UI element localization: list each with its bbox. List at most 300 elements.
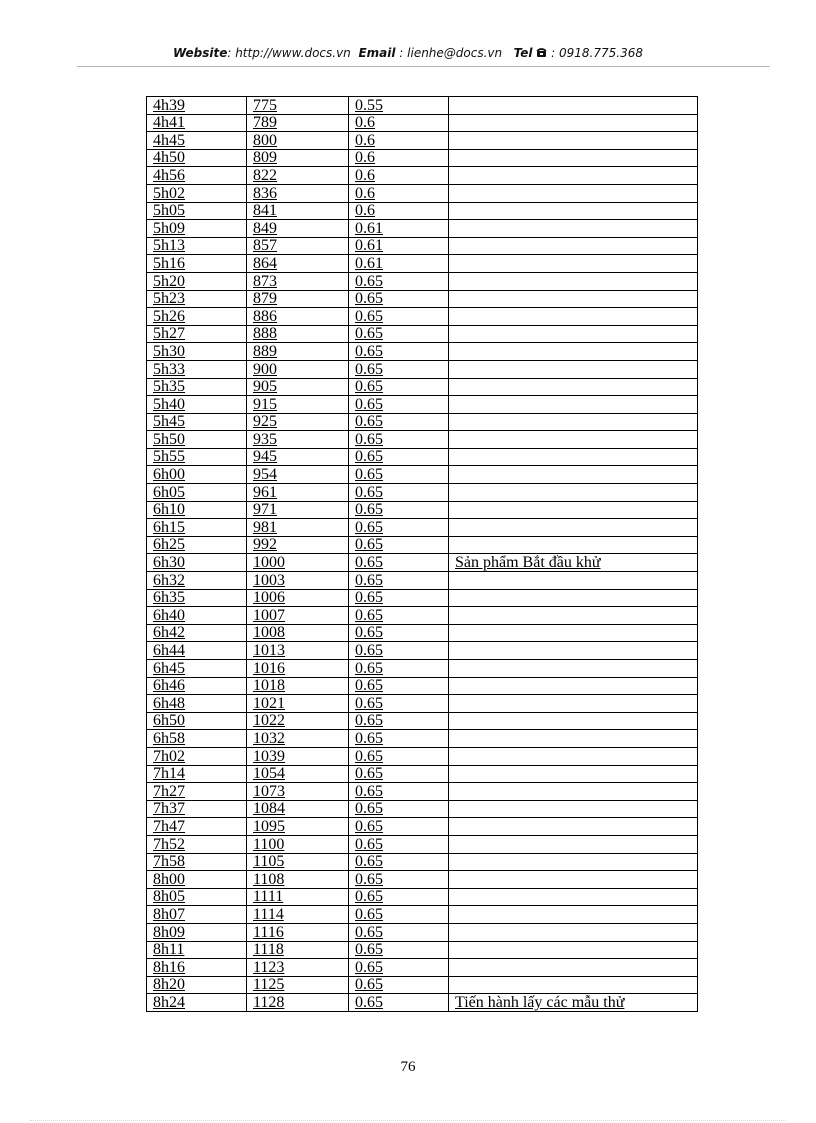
ratio-cell xyxy=(349,97,449,115)
ratio-cell-text: 0.65 xyxy=(355,272,383,290)
value-cell xyxy=(247,308,349,326)
time-cell xyxy=(147,343,247,361)
ratio-cell xyxy=(349,501,449,519)
ratio-cell xyxy=(349,325,449,343)
note-cell xyxy=(449,466,698,484)
time-cell-text: 7h47 xyxy=(153,817,185,835)
value-cell xyxy=(247,572,349,590)
time-cell xyxy=(147,519,247,537)
note-cell xyxy=(449,765,698,783)
note-cell xyxy=(449,519,698,537)
ratio-cell xyxy=(349,536,449,554)
note-cell xyxy=(449,871,698,889)
ratio-cell xyxy=(349,730,449,748)
website-label: Website xyxy=(173,46,228,60)
note-cell xyxy=(449,572,698,590)
ratio-cell-text: 0.65 xyxy=(355,360,383,378)
time-cell-text: 6h05 xyxy=(153,483,185,501)
value-cell-text: 935 xyxy=(253,430,277,448)
value-cell-text: 905 xyxy=(253,378,277,396)
time-cell-text: 5h50 xyxy=(153,430,185,448)
time-cell xyxy=(147,97,247,115)
value-cell xyxy=(247,818,349,836)
ratio-cell xyxy=(349,519,449,537)
ratio-cell-text: 0.65 xyxy=(355,554,383,572)
ratio-cell xyxy=(349,677,449,695)
ratio-cell-text: 0.65 xyxy=(355,448,383,466)
ratio-cell xyxy=(349,959,449,977)
ratio-cell xyxy=(349,484,449,502)
note-cell xyxy=(449,554,698,572)
ratio-cell-text: 0.65 xyxy=(355,870,383,888)
note-cell xyxy=(449,835,698,853)
ratio-cell-text: 0.65 xyxy=(355,290,383,308)
ratio-cell-text: 0.65 xyxy=(355,642,383,659)
table-row xyxy=(147,184,698,202)
ratio-cell xyxy=(349,660,449,678)
table-row xyxy=(147,677,698,695)
ratio-cell xyxy=(349,466,449,484)
value-cell-text: 1111 xyxy=(253,888,284,906)
note-cell xyxy=(449,290,698,308)
note-cell-text: Sản phẩm Bắt đầu khử xyxy=(455,554,601,572)
table-row xyxy=(147,712,698,730)
time-cell xyxy=(147,818,247,836)
time-cell-text: 6h30 xyxy=(153,554,185,572)
ratio-cell-text: 0.65 xyxy=(355,466,383,484)
value-cell-text: 836 xyxy=(253,184,277,202)
time-cell-text: 6h58 xyxy=(153,729,185,747)
value-cell xyxy=(247,132,349,150)
table-row xyxy=(147,835,698,853)
time-cell xyxy=(147,835,247,853)
note-cell xyxy=(449,431,698,449)
value-cell xyxy=(247,712,349,730)
value-cell xyxy=(247,906,349,924)
time-cell xyxy=(147,994,247,1012)
value-cell xyxy=(247,501,349,519)
value-cell-text: 1022 xyxy=(253,712,285,730)
value-cell xyxy=(247,97,349,115)
value-cell-text: 873 xyxy=(253,272,277,290)
note-cell xyxy=(449,237,698,255)
time-cell-text: 6h35 xyxy=(153,589,185,607)
time-cell xyxy=(147,132,247,150)
value-cell-text: 1118 xyxy=(253,941,284,959)
value-cell xyxy=(247,765,349,783)
value-cell-text: 775 xyxy=(253,96,277,114)
time-cell-text: 6h10 xyxy=(153,501,185,519)
ratio-cell xyxy=(349,448,449,466)
ratio-cell xyxy=(349,642,449,660)
note-cell xyxy=(449,800,698,818)
value-cell xyxy=(247,167,349,185)
table-row xyxy=(147,167,698,185)
time-cell xyxy=(147,765,247,783)
ratio-cell xyxy=(349,396,449,414)
value-cell-text: 915 xyxy=(253,395,277,413)
note-cell xyxy=(449,202,698,220)
value-cell-text: 1128 xyxy=(253,993,285,1011)
ratio-cell xyxy=(349,308,449,326)
value-cell-text: 1114 xyxy=(253,905,284,923)
ratio-cell-text: 0.6 xyxy=(355,114,375,132)
ratio-cell-text: 0.65 xyxy=(355,923,383,941)
ratio-cell xyxy=(349,413,449,431)
time-cell xyxy=(147,941,247,959)
table-row xyxy=(147,941,698,959)
note-cell xyxy=(449,255,698,273)
table-row xyxy=(147,396,698,414)
time-cell xyxy=(147,220,247,238)
ratio-cell xyxy=(349,800,449,818)
value-cell xyxy=(247,519,349,537)
website-value: : http://www.docs.vn xyxy=(227,46,351,60)
value-cell xyxy=(247,448,349,466)
time-cell xyxy=(147,484,247,502)
value-cell-text: 945 xyxy=(253,448,277,466)
value-cell-text: 1054 xyxy=(253,765,285,783)
value-cell xyxy=(247,642,349,660)
time-cell-text: 6h00 xyxy=(153,466,185,484)
time-cell-text: 5h30 xyxy=(153,342,185,360)
value-cell xyxy=(247,536,349,554)
ratio-cell xyxy=(349,132,449,150)
time-cell xyxy=(147,677,247,695)
ratio-cell xyxy=(349,941,449,959)
time-cell xyxy=(147,976,247,994)
table-row xyxy=(147,906,698,924)
ratio-cell-text: 0.65 xyxy=(355,976,383,994)
ratio-cell xyxy=(349,994,449,1012)
ratio-cell-text: 0.65 xyxy=(355,888,383,906)
note-cell xyxy=(449,378,698,396)
value-cell xyxy=(247,589,349,607)
value-cell xyxy=(247,484,349,502)
footer-divider xyxy=(30,1120,786,1121)
time-cell-text: 6h50 xyxy=(153,712,185,730)
note-cell xyxy=(449,730,698,748)
value-cell xyxy=(247,783,349,801)
time-cell-text: 8h09 xyxy=(153,923,185,941)
ratio-cell-text: 0.65 xyxy=(355,765,383,783)
value-cell-text: 1016 xyxy=(253,659,285,677)
ratio-cell xyxy=(349,712,449,730)
table-row xyxy=(147,97,698,115)
note-cell xyxy=(449,97,698,115)
value-cell-text: 1000 xyxy=(253,554,285,572)
time-cell xyxy=(147,396,247,414)
note-cell xyxy=(449,853,698,871)
value-cell-text: 849 xyxy=(253,219,277,237)
email-value: : lienhe@docs.vn xyxy=(399,46,503,60)
value-cell-text: 992 xyxy=(253,536,277,554)
value-cell-text: 1095 xyxy=(253,817,285,835)
table-row xyxy=(147,642,698,660)
time-cell-text: 6h42 xyxy=(153,624,185,642)
tel-label: Tel xyxy=(513,46,533,60)
note-cell xyxy=(449,818,698,836)
value-cell-text: 1032 xyxy=(253,729,285,747)
ratio-cell xyxy=(349,343,449,361)
note-cell xyxy=(449,642,698,660)
time-cell xyxy=(147,642,247,660)
email-label: Email xyxy=(358,46,396,60)
ratio-cell-text: 0.65 xyxy=(355,571,383,589)
ratio-cell xyxy=(349,607,449,625)
value-cell-text: 857 xyxy=(253,237,277,255)
ratio-cell xyxy=(349,818,449,836)
table-row xyxy=(147,202,698,220)
value-cell-text: 971 xyxy=(253,501,277,519)
note-cell xyxy=(449,484,698,502)
value-cell-text: 1003 xyxy=(253,571,285,589)
time-cell-text: 5h33 xyxy=(153,360,185,378)
time-cell xyxy=(147,871,247,889)
time-cell-text: 7h02 xyxy=(153,747,185,765)
value-cell xyxy=(247,272,349,290)
time-cell xyxy=(147,325,247,343)
time-cell-text: 4h56 xyxy=(153,166,185,184)
time-cell-text: 7h58 xyxy=(153,853,185,871)
time-cell xyxy=(147,237,247,255)
time-cell xyxy=(147,536,247,554)
time-cell-text: 8h07 xyxy=(153,905,185,923)
value-cell xyxy=(247,994,349,1012)
time-cell xyxy=(147,607,247,625)
time-cell xyxy=(147,783,247,801)
value-cell-text: 961 xyxy=(253,483,277,501)
value-cell xyxy=(247,360,349,378)
value-cell-text: 789 xyxy=(253,114,277,132)
time-cell xyxy=(147,202,247,220)
ratio-cell-text: 0.65 xyxy=(355,307,383,325)
ratio-cell xyxy=(349,695,449,713)
value-cell xyxy=(247,325,349,343)
time-cell-text: 5h27 xyxy=(153,325,185,343)
ratio-cell-text: 0.65 xyxy=(355,395,383,413)
ratio-cell xyxy=(349,114,449,132)
note-cell xyxy=(449,184,698,202)
table-row xyxy=(147,448,698,466)
table-row xyxy=(147,695,698,713)
table-row xyxy=(147,431,698,449)
ratio-cell xyxy=(349,835,449,853)
time-cell xyxy=(147,747,247,765)
note-cell xyxy=(449,624,698,642)
page-header xyxy=(0,46,816,60)
ratio-cell-text: 0.65 xyxy=(355,747,383,765)
note-cell xyxy=(449,660,698,678)
ratio-cell xyxy=(349,554,449,572)
time-cell-text: 5h16 xyxy=(153,254,185,272)
time-cell xyxy=(147,360,247,378)
ratio-cell-text: 0.65 xyxy=(355,413,383,431)
value-cell xyxy=(247,554,349,572)
ratio-cell-text: 0.65 xyxy=(355,589,383,607)
note-cell xyxy=(449,923,698,941)
time-cell-text: 6h32 xyxy=(153,571,185,589)
value-cell-text: 1039 xyxy=(253,747,285,765)
table-row xyxy=(147,976,698,994)
value-cell-text: 1013 xyxy=(253,642,285,659)
table-row xyxy=(147,765,698,783)
table-row xyxy=(147,730,698,748)
table-row xyxy=(147,589,698,607)
time-cell-text: 8h05 xyxy=(153,888,185,906)
table-row xyxy=(147,343,698,361)
table-row xyxy=(147,818,698,836)
value-cell xyxy=(247,220,349,238)
value-cell xyxy=(247,607,349,625)
time-cell-text: 6h44 xyxy=(153,642,185,659)
note-cell xyxy=(449,536,698,554)
ratio-cell xyxy=(349,202,449,220)
table-row xyxy=(147,114,698,132)
value-cell xyxy=(247,888,349,906)
time-cell xyxy=(147,466,247,484)
ratio-cell-text: 0.65 xyxy=(355,835,383,853)
ratio-cell-text: 0.6 xyxy=(355,184,375,202)
time-cell-text: 4h41 xyxy=(153,114,185,132)
table-row xyxy=(147,484,698,502)
ratio-cell-text: 0.65 xyxy=(355,853,383,871)
time-cell-text: 8h00 xyxy=(153,870,185,888)
header-divider xyxy=(77,66,770,67)
ratio-cell-text: 0.65 xyxy=(355,817,383,835)
value-cell xyxy=(247,624,349,642)
value-cell xyxy=(247,184,349,202)
ratio-cell-text: 0.65 xyxy=(355,325,383,343)
time-cell xyxy=(147,712,247,730)
note-cell xyxy=(449,695,698,713)
time-cell xyxy=(147,695,247,713)
time-cell xyxy=(147,888,247,906)
value-cell xyxy=(247,800,349,818)
table-row xyxy=(147,888,698,906)
time-cell-text: 5h13 xyxy=(153,237,185,255)
value-cell-text: 1116 xyxy=(253,923,284,941)
value-cell xyxy=(247,466,349,484)
table-row xyxy=(147,132,698,150)
value-cell xyxy=(247,835,349,853)
time-cell xyxy=(147,906,247,924)
value-cell-text: 800 xyxy=(253,131,277,149)
value-cell-text: 1006 xyxy=(253,589,285,607)
time-cell-text: 5h05 xyxy=(153,202,185,220)
phone-icon xyxy=(536,46,551,60)
value-cell-text: 981 xyxy=(253,518,277,536)
ratio-cell-text: 0.65 xyxy=(355,378,383,396)
value-cell xyxy=(247,730,349,748)
time-cell xyxy=(147,624,247,642)
time-cell-text: 4h39 xyxy=(153,96,185,114)
note-cell xyxy=(449,343,698,361)
value-cell-text: 879 xyxy=(253,290,277,308)
value-cell xyxy=(247,871,349,889)
time-cell xyxy=(147,378,247,396)
note-cell xyxy=(449,360,698,378)
time-cell xyxy=(147,501,247,519)
ratio-cell xyxy=(349,431,449,449)
table-row xyxy=(147,308,698,326)
ratio-cell-text: 0.65 xyxy=(355,483,383,501)
time-cell-text: 6h48 xyxy=(153,694,185,712)
ratio-cell xyxy=(349,765,449,783)
table-row xyxy=(147,923,698,941)
table-row xyxy=(147,466,698,484)
note-cell xyxy=(449,747,698,765)
ratio-cell-text: 0.65 xyxy=(355,518,383,536)
value-cell xyxy=(247,255,349,273)
ratio-cell xyxy=(349,167,449,185)
time-cell-text: 8h11 xyxy=(153,941,185,959)
ratio-cell xyxy=(349,255,449,273)
time-cell-text: 6h40 xyxy=(153,606,185,624)
time-cell xyxy=(147,255,247,273)
ratio-cell-text: 0.65 xyxy=(355,958,383,976)
ratio-cell xyxy=(349,976,449,994)
ratio-cell xyxy=(349,572,449,590)
note-cell xyxy=(449,448,698,466)
value-cell xyxy=(247,976,349,994)
ratio-cell-text: 0.65 xyxy=(355,342,383,360)
table-row xyxy=(147,607,698,625)
value-cell-text: 809 xyxy=(253,149,277,167)
table-row xyxy=(147,554,698,572)
time-cell-text: 6h45 xyxy=(153,659,185,677)
ratio-cell-text: 0.65 xyxy=(355,536,383,554)
time-cell-text: 8h16 xyxy=(153,958,185,976)
note-cell xyxy=(449,906,698,924)
time-cell-text: 5h20 xyxy=(153,272,185,290)
ratio-cell-text: 0.65 xyxy=(355,606,383,624)
time-cell xyxy=(147,114,247,132)
note-cell xyxy=(449,959,698,977)
ratio-cell xyxy=(349,237,449,255)
time-cell-text: 7h52 xyxy=(153,835,185,853)
time-cell xyxy=(147,272,247,290)
time-cell-text: 8h24 xyxy=(153,993,185,1011)
value-cell xyxy=(247,660,349,678)
time-cell-text: 6h15 xyxy=(153,518,185,536)
table-row xyxy=(147,871,698,889)
time-cell-text: 5h09 xyxy=(153,219,185,237)
table-row xyxy=(147,853,698,871)
ratio-cell-text: 0.65 xyxy=(355,800,383,818)
value-cell-text: 1123 xyxy=(253,958,285,976)
time-cell xyxy=(147,149,247,167)
time-cell xyxy=(147,572,247,590)
note-cell xyxy=(449,994,698,1012)
ratio-cell xyxy=(349,747,449,765)
table-row xyxy=(147,378,698,396)
ratio-cell-text: 0.61 xyxy=(355,237,383,255)
value-cell xyxy=(247,923,349,941)
table-row xyxy=(147,501,698,519)
value-cell-text: 925 xyxy=(253,413,277,431)
time-cell-text: 4h45 xyxy=(153,131,185,149)
ratio-cell-text: 0.61 xyxy=(355,254,383,272)
time-cell xyxy=(147,853,247,871)
value-cell-text: 1105 xyxy=(253,853,285,871)
time-cell-text: 5h23 xyxy=(153,290,185,308)
ratio-cell-text: 0.65 xyxy=(355,430,383,448)
value-cell-text: 1108 xyxy=(253,870,285,888)
value-cell xyxy=(247,343,349,361)
note-cell xyxy=(449,220,698,238)
table-row xyxy=(147,783,698,801)
